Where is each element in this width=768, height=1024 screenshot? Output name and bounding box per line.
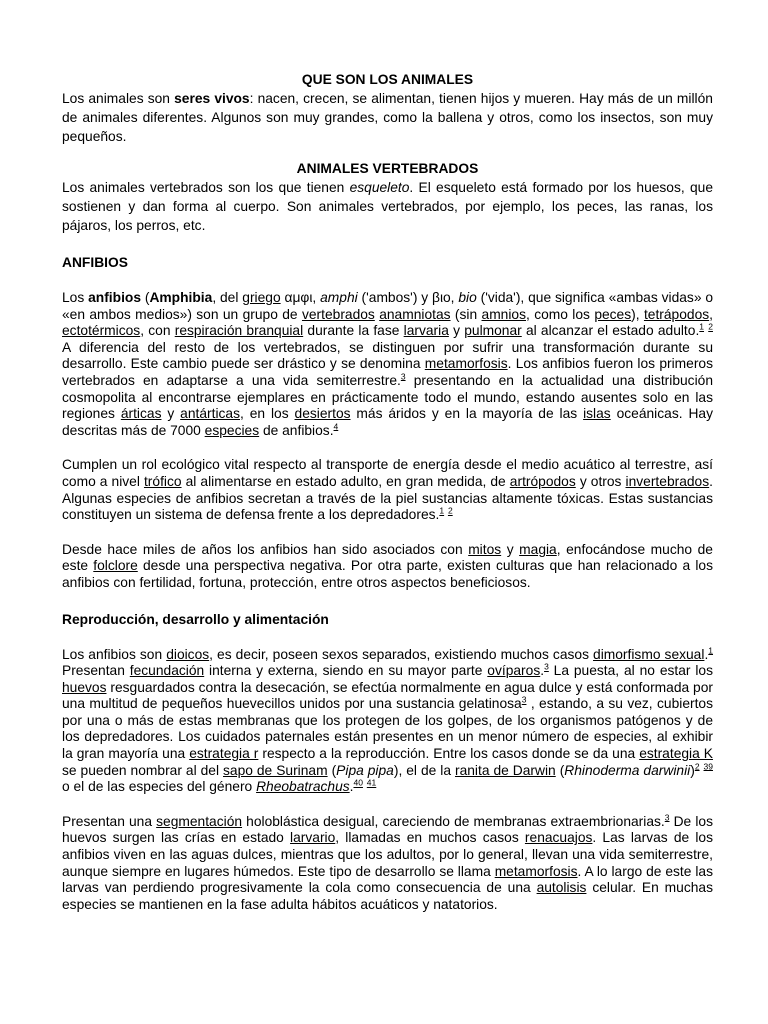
text: . Las larvas de los anfibios viven en las aguas dulces, mientras que los adultos, por lo general, llevan una vida semiterrestre, aunque siempre en lugares húmedos. Este tipo de desarrollo se llama: [62, 830, 713, 879]
link-huevos[interactable]: huevos: [62, 679, 107, 695]
text: , con: [140, 323, 175, 339]
text: , estando, a su vez, cubiertos por una o más de estas membranas que los protegen de los golpes, de los organismos patógenos y de los depredadores. Los cuidados paternales están presentes en un menor número de especies, al exhibir la gran mayoría una: [62, 696, 713, 762]
text: , del: [212, 290, 243, 305]
link-islas[interactable]: islas: [583, 406, 611, 422]
link-vertebrados[interactable]: vertebrados: [301, 306, 375, 322]
bold-term: anfibios: [88, 290, 141, 305]
text: desde una perspectiva negativa. Por otra parte, existen culturas que han relacionado a los anfibios con fertilidad, fortuna, protección, entre otros aspectos beneficiosos.: [62, 558, 713, 590]
link-trofico[interactable]: trófico: [143, 473, 182, 489]
text: durante la fase: [303, 323, 404, 339]
text: Presentan una: [62, 813, 157, 829]
section-title-animales: QUE SON LOS ANIMALES: [301, 72, 474, 87]
footnote-ref[interactable]: 3: [664, 812, 670, 823]
section-title-reproduccion: Reproducción, desarrollo y alimentación: [62, 611, 329, 627]
text: : nacen, crecen, se alimentan, tienen hijos y mueren. Hay más de un millón de animales diferentes. Algunos son muy grandes, como la ballena y otros, como los insectos, son muy pequeños.: [62, 91, 713, 144]
paragraph-animales: [62, 89, 713, 146]
spacer: [62, 592, 713, 610]
text: de anfibios.: [259, 422, 334, 438]
footnote-ref[interactable]: 3: [544, 661, 549, 672]
italic-term: Rhinoderma darwinii: [564, 762, 691, 778]
text: holoblástica desigual, careciendo de membranas extraembrionarias.: [242, 813, 665, 829]
text: Cumplen un rol ecológico vital respecto al transporte de energía desde el medio acuático al terrestre, así como a nivel: [62, 457, 713, 489]
link-folclore[interactable]: folclore: [93, 558, 138, 574]
text: se pueden nombrar al del: [62, 762, 223, 778]
text: oceánicas. Hay descritas más de 7000: [62, 406, 713, 438]
link-mitos[interactable]: mitos: [468, 541, 502, 557]
text: interna y externa, siendo en su mayor parte: [204, 663, 488, 679]
link-tetrapodos[interactable]: tetrápodos: [643, 306, 710, 322]
text: .: [704, 646, 709, 662]
text: respecto a la reproducción. Entre los casos donde se da una: [258, 746, 640, 762]
link-amnios[interactable]: amnios: [481, 306, 526, 322]
text: ), el de la: [393, 762, 455, 778]
footnote-ref[interactable]: 40: [353, 777, 363, 788]
footnote-ref[interactable]: 3: [400, 371, 406, 382]
text: presentando en la actualidad una distribución cosmopolita al encontrarse ejemplares en prácticamente todo el mundo, estando ausentes solo en las regiones: [62, 372, 713, 422]
spacer: [62, 796, 713, 814]
footnote-ref[interactable]: 41: [366, 777, 377, 788]
link-pulmonar[interactable]: pulmonar: [464, 323, 522, 339]
text: , enfocándose mucho de este: [62, 541, 713, 574]
text: , es decir, poseen sexos separados, existiendo muchos casos: [209, 646, 594, 662]
bold-term: seres vivos: [174, 91, 250, 106]
italic-term: esqueleto: [349, 180, 410, 195]
text: y: [161, 406, 181, 422]
text: (: [555, 762, 565, 778]
text: ),: [631, 306, 644, 322]
text: (: [141, 290, 150, 305]
footnote-ref[interactable]: 1: [439, 505, 445, 516]
text: Los: [62, 290, 89, 305]
link-peces[interactable]: peces: [594, 306, 632, 322]
link-ranita-de-darwin[interactable]: ranita de Darwin: [454, 762, 556, 778]
spacer: [62, 146, 713, 159]
text: más áridos y en la mayoría de las: [350, 406, 584, 422]
link-articas[interactable]: árticas: [120, 406, 162, 422]
footnote-ref[interactable]: 2: [694, 761, 700, 772]
link-artropodos[interactable]: artrópodos: [509, 473, 576, 489]
link-respiracion-branquial[interactable]: respiración branquial: [174, 323, 304, 339]
section-title-anfibios: ANFIBIOS: [62, 255, 128, 270]
text: Los anfibios son: [62, 646, 167, 662]
link-dimorfismo-sexual[interactable]: dimorfismo sexual: [593, 646, 705, 662]
link-anamniotas[interactable]: anamniotas: [379, 306, 451, 322]
text: , como los: [526, 306, 595, 322]
link-metamorfosis[interactable]: metamorfosis: [494, 863, 578, 879]
text: resguardados contra la desecación, se efectúa normalmente en agua dulce y está conformada por una multitud de pequeños huevecillos unidos por una sustancia gelatinosa: [62, 679, 713, 712]
footnote-ref[interactable]: 2: [447, 505, 453, 516]
link-antarticas[interactable]: antárticas: [180, 406, 240, 422]
paragraph-vertebrados: [62, 178, 713, 235]
text: . Algunas especies de anfibios secretan a través de la piel sustancias altamente tóxicas. Estas sustancias constituyen un sistema de defensa frente a los depredadores.: [62, 473, 713, 523]
link-renacuajos[interactable]: renacuajos: [524, 830, 593, 846]
text: ('ambos') y βιο,: [357, 290, 459, 305]
text: o el de las especies del género: [62, 779, 257, 795]
footnote-ref[interactable]: 3: [521, 694, 527, 705]
text: Presentan: [62, 663, 130, 679]
text: al alimentarse en estado adulto, en gran medida, de: [181, 473, 510, 489]
link-larvario[interactable]: larvario: [290, 830, 336, 846]
footnote-ref[interactable]: 1: [699, 321, 705, 332]
footnote-ref[interactable]: 2: [708, 321, 713, 332]
link-magia[interactable]: magia: [519, 541, 557, 557]
paragraph-anfibios-intro: [62, 290, 713, 439]
text: y: [448, 323, 465, 339]
link-ectotermicos[interactable]: ectotérmicos: [62, 323, 141, 339]
link-desiertos[interactable]: desiertos: [294, 406, 351, 422]
link-autolisis[interactable]: autolisis: [536, 880, 587, 896]
text: ): [690, 762, 695, 778]
paragraph-reproduccion: [62, 644, 714, 796]
text: ,: [709, 306, 713, 322]
section-title-vertebrados: ANIMALES VERTEBRADOS: [296, 161, 479, 176]
text: , en los: [240, 406, 295, 422]
text: y: [501, 541, 520, 557]
text: ('vida'), que significa «ambas vidas» o «en ambos medios») son un grupo de: [62, 290, 714, 322]
link-dioicos[interactable]: dioicos: [166, 646, 210, 662]
link-larvaria[interactable]: larvaria: [403, 323, 449, 339]
spacer: [62, 629, 713, 647]
text: al alcanzar el estado adulto.: [521, 323, 700, 339]
italic-term: bio: [458, 290, 477, 305]
footnote-ref[interactable]: 39: [703, 761, 713, 772]
text: De los huevos surgen las crías en estado: [62, 813, 713, 846]
text: Los animales vertebrados son los que tienen: [62, 180, 350, 195]
document-page: [62, 70, 713, 913]
link-invertebrados[interactable]: invertebrados: [625, 473, 710, 489]
text: La puesta, al no estar los: [548, 663, 713, 679]
link-metamorfosis[interactable]: metamorfosis: [424, 356, 508, 372]
spacer: [62, 524, 713, 542]
link-fecundacion[interactable]: fecundación: [129, 663, 205, 679]
link-segmentacion[interactable]: segmentación: [156, 813, 243, 829]
link-oviparos[interactable]: ovíparos: [487, 663, 541, 679]
text: celular. En muchas especies se mantienen en la fase adulta hábitos acuáticos y natatorios.: [62, 880, 713, 912]
text: Los animales son: [62, 91, 175, 106]
text: Desde hace miles de años los anfibios han sido asociados con: [62, 541, 469, 557]
text: . A lo largo de este las larvas van perdiendo progresivamente la cola como consecuencia de una: [62, 863, 713, 896]
text: .: [540, 663, 545, 679]
bold-term: Amphibia: [149, 290, 213, 305]
spacer: [62, 439, 713, 457]
text: αμφι,: [280, 290, 321, 305]
footnote-ref[interactable]: 4: [333, 421, 339, 432]
paragraph-anfibios-folclore: [62, 542, 713, 592]
footnote-ref[interactable]: 1: [708, 644, 714, 655]
paragraph-desarrollo: [62, 814, 713, 914]
text: y otros: [575, 473, 626, 489]
text: (: [327, 762, 337, 778]
link-estrategia-k[interactable]: estrategia K: [639, 746, 713, 762]
paragraph-anfibios-ecologia: [62, 457, 713, 523]
link-especies[interactable]: especies: [204, 422, 260, 438]
text: , llamadas en muchos casos: [335, 830, 525, 846]
text: . Los anfibios fueron los primeros vertebrados en adaptarse a una vida semiterrestre.: [62, 356, 713, 388]
text: .: [349, 779, 354, 795]
link-griego[interactable]: griego: [242, 290, 281, 305]
text: . El esqueleto está formado por los huesos, que sostienen y dan forma al cuerpo. Son animales vertebrados, por ejemplo, los peces, las ranas, los pájaros, los perros, etc.: [62, 180, 713, 233]
spacer: [62, 272, 713, 290]
spacer: [62, 235, 713, 253]
text: (sin: [450, 306, 482, 322]
link-sapo-de-surinam[interactable]: sapo de Surinam: [223, 762, 328, 778]
italic-term: Pipa pipa: [336, 762, 394, 778]
link-estrategia-r[interactable]: estrategia r: [189, 746, 259, 762]
text: A diferencia del resto de los vertebrados, se distinguen por sufrir una transformación durante su desarrollo. Este cambio puede ser drástico y se denomina: [62, 339, 713, 372]
italic-term: amphi: [320, 290, 358, 305]
link-rheobatrachus[interactable]: Rheobatrachus: [256, 779, 350, 795]
